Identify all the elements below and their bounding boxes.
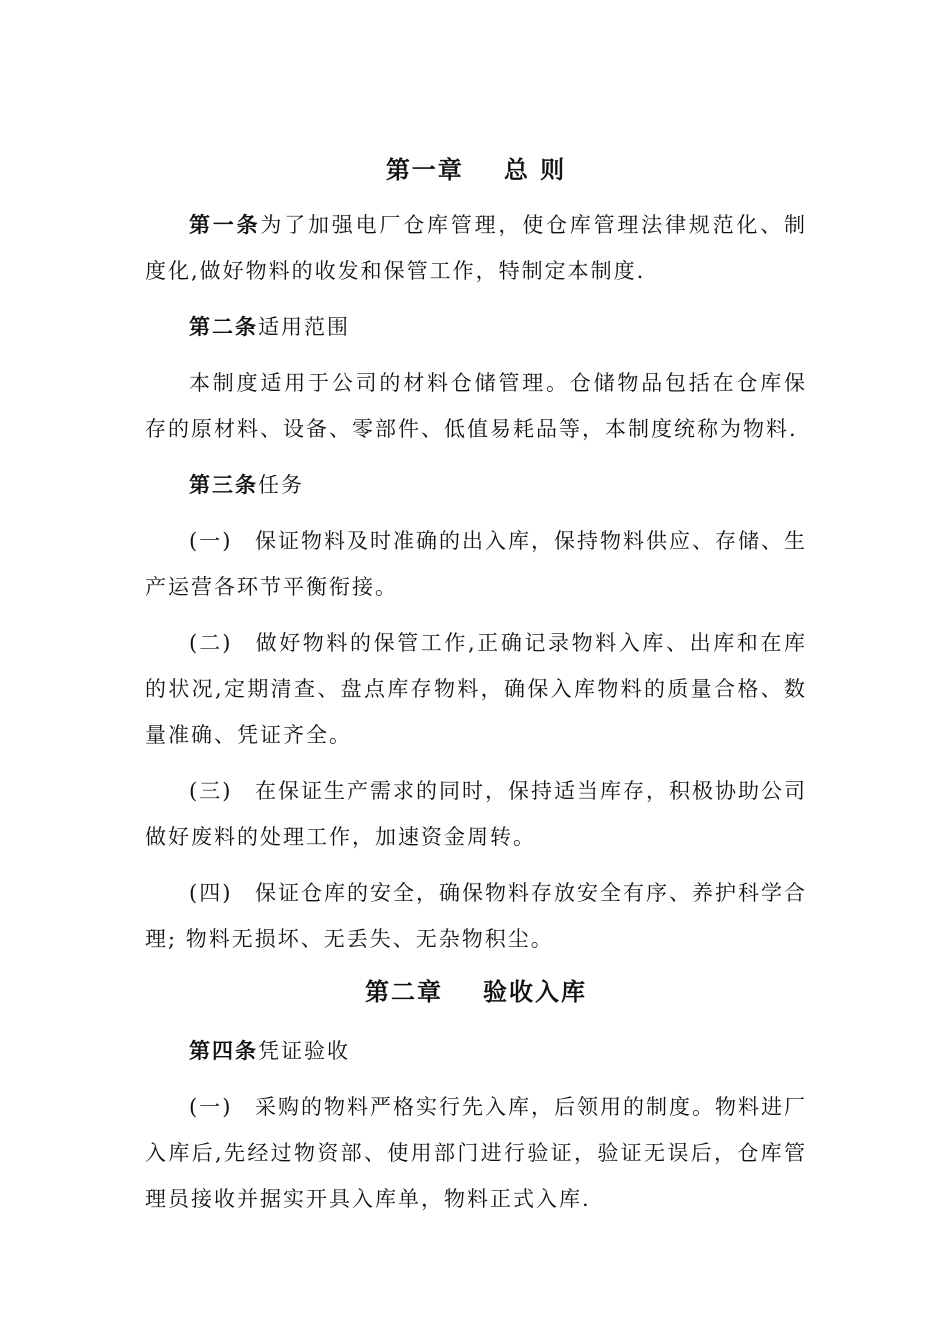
article-2-heading bbox=[145, 304, 807, 350]
article-text: 为了加强电厂仓库管理，使仓库管理法律规范化、制度化,做好物料的收发和保管工作，特制定本制度. bbox=[145, 213, 808, 283]
chapter-heading-2 bbox=[145, 972, 807, 1012]
article-4-item-1 bbox=[145, 1084, 807, 1222]
chapter-heading-1 bbox=[145, 150, 807, 190]
item-text: 在保证生产需求的同时，保持适当库存，积极协助公司做好废料的处理工作，加速资金周转。 bbox=[145, 779, 807, 849]
item-text: 采购的物料严格实行先入库，后领用的制度。物料进厂入库后,先经过物资部、使用部门进行验证，验证无误后，仓库管理员接收并据实开具入库单，物料正式入库. bbox=[145, 1095, 807, 1211]
item-number: (一) bbox=[189, 529, 233, 553]
chapter-number: 第一章 bbox=[385, 155, 464, 184]
chapter-number: 第二章 bbox=[365, 977, 443, 1006]
document-content bbox=[145, 150, 807, 1232]
article-3-heading bbox=[145, 462, 807, 508]
item-number: (一) bbox=[189, 1095, 233, 1119]
chapter-title: 验收入库 bbox=[483, 977, 587, 1006]
article-4-heading bbox=[145, 1028, 807, 1074]
article-title: 任务 bbox=[258, 473, 304, 497]
article-label: 第二条 bbox=[189, 314, 258, 339]
article-3-item-2 bbox=[145, 620, 807, 758]
article-title: 适用范围 bbox=[258, 315, 350, 339]
item-text: 保证仓库的安全，确保物料存放安全有序、养护科学合理; 物料无损坏、无丢失、无杂物积尘。 bbox=[145, 881, 807, 951]
item-number: (三) bbox=[189, 779, 233, 803]
article-label: 第三条 bbox=[189, 472, 258, 497]
article-3-item-1 bbox=[145, 518, 807, 610]
chapter-title: 总 则 bbox=[503, 155, 567, 184]
article-1 bbox=[145, 202, 807, 294]
item-text: 保证物料及时准确的出入库，保持物料供应、存储、生产运营各环节平衡衔接。 bbox=[145, 529, 807, 599]
article-3-item-3 bbox=[145, 768, 807, 860]
article-2-body: 本制度适用于公司的材料仓储管理。仓储物品包括在仓库保存的原材料、设备、零部件、低值易耗品等，本制度统称为物料. bbox=[145, 371, 807, 441]
item-number: (二) bbox=[189, 631, 233, 655]
article-title: 凭证验收 bbox=[258, 1039, 350, 1063]
article-label: 第一条 bbox=[189, 212, 261, 237]
item-text: 做好物料的保管工作,正确记录物料入库、出库和在库的状况,定期清查、盘点库存物料，确保入库物料的质量合格、数量准确、凭证齐全。 bbox=[145, 631, 807, 747]
item-number: (四) bbox=[189, 881, 233, 905]
article-3-item-4 bbox=[145, 870, 807, 962]
article-label: 第四条 bbox=[189, 1038, 258, 1063]
